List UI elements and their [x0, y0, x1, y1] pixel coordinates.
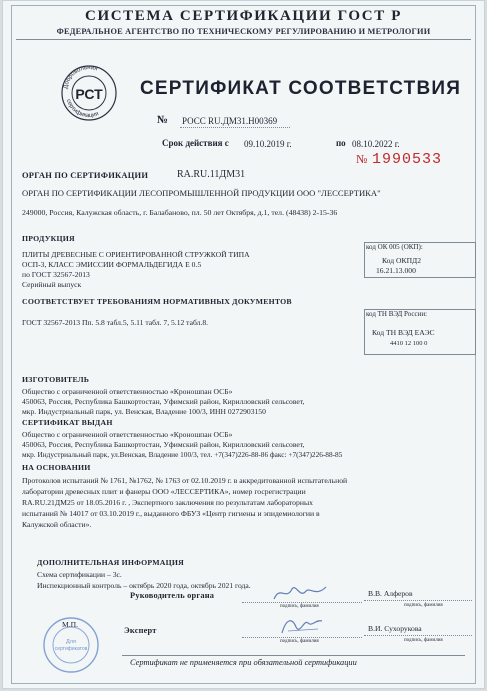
cert-no-underline	[180, 127, 290, 128]
issued-line-1: Общество с ограниченной ответственностью «Кроношпан ОСБ»	[22, 430, 233, 439]
additional-label: ДОПОЛНИТЕЛЬНАЯ ИНФОРМАЦИЯ	[37, 558, 184, 567]
footer-note: Сертификат не применяется при обязательной сертификации	[130, 658, 357, 667]
conformity-label: СООТВЕТСТВУЕТ ТРЕБОВАНИЯМ НОРМАТИВНЫХ ДОКУМЕНТОВ	[22, 297, 292, 306]
manufacturer-label: ИЗГОТОВИТЕЛЬ	[22, 375, 90, 384]
serial-prefix: №	[356, 152, 368, 166]
organ-label: ОРГАН ПО СЕРТИФИКАЦИИ	[22, 170, 149, 180]
issued-line-2: 450063, Россия, Республика Башкортостан, Уфимский район, Кирилловский сельсовет,	[22, 440, 305, 449]
head-name-caption: подпись, фамилия	[404, 603, 443, 608]
organ-code: RA.RU.11ДМ31	[177, 169, 246, 180]
issued-label: СЕРТИФИКАТ ВЫДАН	[22, 418, 113, 427]
basis-line-3: RA.RU.21ДМ25 от 18.05.2016 г. , Экспертного заключения по результатам лабораторных	[22, 498, 313, 507]
head-signature-icon	[270, 581, 330, 605]
okp-label: код ОК 005 (ОКП):	[366, 243, 423, 251]
product-line-2: ОСП-3, КЛАСС ЭМИССИИ ФОРМАЛЬДЕГИДА Е 0.5	[22, 260, 202, 269]
expert-label: Эксперт	[124, 626, 157, 635]
manufacturer-line-3: мкр. Индустриальный парк, ул. Венская, Владение 100/3, ИНН 0272903150	[22, 407, 266, 416]
footer-divider	[122, 655, 465, 656]
rst-logo-icon	[60, 58, 118, 128]
validity-to-label: по	[336, 138, 346, 148]
additional-line-1: Схема сертификации – 3с.	[37, 570, 122, 579]
tnved-code: 4410 12 100 0	[390, 340, 428, 347]
expert-signature-icon	[278, 613, 326, 639]
product-line-3: по ГОСТ 32567-2013	[22, 270, 90, 279]
head-caption: подпись, фамилия	[280, 604, 319, 609]
expert-name-line	[364, 635, 472, 636]
issued-line-3: мкр. Индустриальный парк, ул.Венская, Владение 100/3, тел. +7(347)226-88-86 факс: +7(347)226-88-85	[22, 450, 343, 459]
svg-text:сертификация: сертификация	[64, 98, 100, 120]
validity-from: 09.10.2019 г.	[244, 139, 292, 149]
certificate-sheet	[2, 0, 485, 689]
okp-code-label: Код ОКПД2	[382, 256, 422, 265]
svg-text:сертификатов: сертификатов	[54, 646, 88, 652]
expert-name: В.И. Сухорукова	[368, 624, 422, 633]
organ-name: ОРГАН ПО СЕРТИФИКАЦИИ ЛЕСОПРОМЫШЛЕННОЙ ПРОДУКЦИИ ООО "ЛЕССЕРТИКА"	[22, 188, 381, 198]
head-label: Руководитель органа	[130, 591, 215, 600]
head-name: В.В. Алферов	[368, 589, 413, 598]
document-title: СЕРТИФИКАТ СООТВЕТСТВИЯ	[140, 78, 462, 99]
organ-address: 249000, Россия, Калужская область, г. Балабаново, пл. 50 лет Октября, д.1, тел. (48438) 2-15-36	[22, 208, 338, 217]
basis-label: НА ОСНОВАНИИ	[22, 463, 91, 472]
manufacturer-line-2: 450063, Россия, Республика Башкортостан, Уфимский район, Кирилловский сельсовет,	[22, 397, 305, 406]
cert-no-label: №	[157, 114, 169, 126]
cert-no-value: РОСС RU.ДМ31.Н00369	[182, 116, 278, 126]
product-label: ПРОДУКЦИЯ	[22, 234, 75, 243]
basis-line-2: лаборатории древесных плит и фанеры ООО «ЛЕССЕРТИКА», номер госрегистрации	[22, 487, 306, 496]
basis-line-5: Калужской области».	[22, 520, 92, 529]
certificate-frame	[11, 5, 476, 684]
tnved-label: код ТН ВЭД России:	[366, 310, 428, 318]
okp-code: 16.21.13.000	[376, 266, 416, 275]
expert-name-caption: подпись, фамилия	[404, 638, 443, 643]
tnved-code-label: Код ТН ВЭД ЕАЭС	[372, 328, 435, 337]
manufacturer-line-1: Общество с ограниченной ответственностью «Кроношпан ОСБ»	[22, 387, 233, 396]
head-name-line	[364, 600, 472, 601]
expert-caption: подпись, фамилия	[280, 639, 319, 644]
header-divider	[16, 39, 471, 40]
validity-label: Срок действия с	[162, 138, 229, 148]
basis-line-4: испытаний № 14017 от 03.10.2019 г., выданного ФБУЗ «Центр гигиены и эпидемиологии в	[22, 509, 320, 518]
product-line-4: Серийный выпуск	[22, 280, 82, 289]
svg-text:Для: Для	[66, 639, 76, 645]
serial-number: 1990533	[372, 151, 443, 168]
conformity-text: ГОСТ 32567-2013 Пп. 5.8 табл.5, 5.11 табл. 7, 5.12 табл.8.	[22, 318, 209, 327]
system-title: СИСТЕМА СЕРТИФИКАЦИИ ГОСТ Р	[85, 8, 402, 24]
basis-line-1: Протоколов испытаний № 1761, №1762, № 1763 от 02.10.2019 г. в аккредитованной испытательной	[22, 476, 348, 485]
svg-text:РСТ: РСТ	[75, 86, 103, 102]
svg-text:Добровольная: Добровольная	[63, 64, 99, 90]
additional-line-2: Инспекционный контроль – октябрь 2020 года, октябрь 2021 года.	[37, 581, 251, 590]
mp-label: М.П.	[62, 620, 79, 629]
product-line-1: ПЛИТЫ ДРЕВЕСНЫЕ С ОРИЕНТИРОВАННОЙ СТРУЖКОЙ ТИПА	[22, 250, 250, 259]
validity-to: 08.10.2022 г.	[352, 139, 400, 149]
agency-title: ФЕДЕРАЛЬНОЕ АГЕНТСТВО ПО ТЕХНИЧЕСКОМУ РЕГУЛИРОВАНИЮ И МЕТРОЛОГИИ	[56, 27, 431, 36]
